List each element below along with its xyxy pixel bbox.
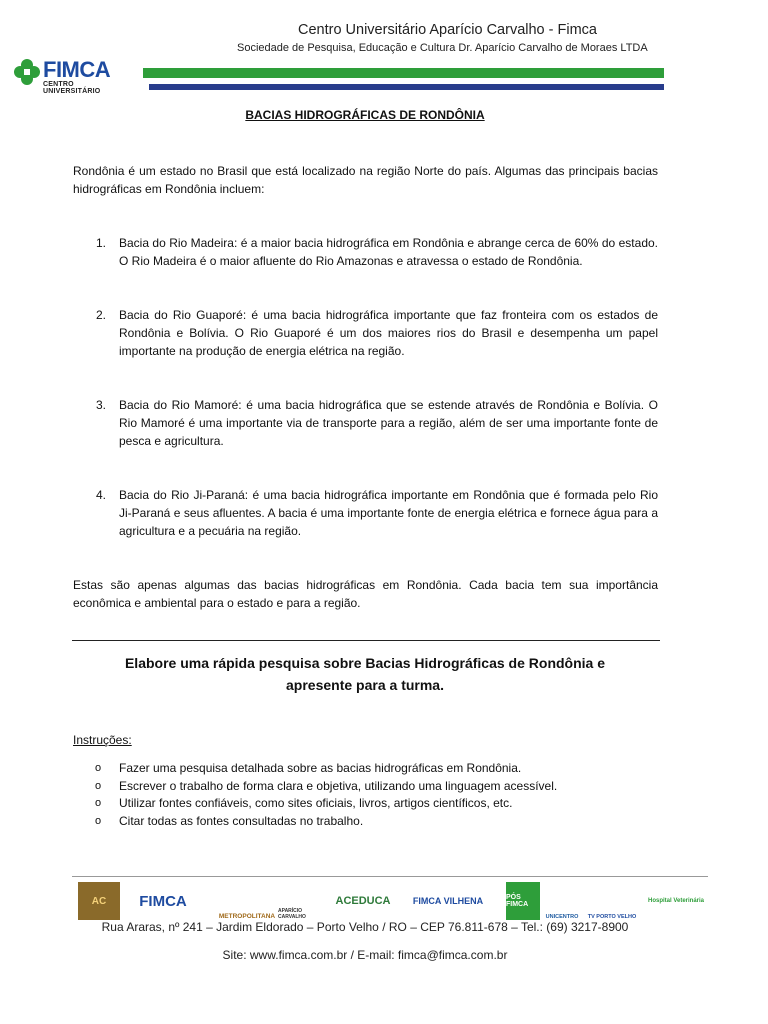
bullet-mark: o: [95, 814, 102, 827]
task-heading-line: Elabore uma rápida pesquisa sobre Bacias Hidrográficas de Rondônia e: [124, 655, 606, 671]
partner-logo: TV PORTO VELHO: [587, 914, 637, 920]
footer-divider: [72, 876, 708, 877]
footer-site: Site: www.fimca.com.br / E-mail: fimca@fimca.com.br: [222, 948, 508, 962]
list-item-text: Bacia do Rio Mamoré: é uma bacia hidrográfica que se estende através de Rondônia e Bolívia. O Rio Mamoré é uma importante via de transporte para a região, além de ser uma importante fonte de pesca e agricultura.: [119, 398, 658, 448]
footer-address: Rua Araras, nº 241 – Jardim Eldorado – Porto Velho / RO – CEP 76.811-678 – Tel.: (69) 3217-8900: [101, 920, 629, 934]
list-item: [73, 813, 673, 831]
list-item: [73, 234, 658, 270]
partner-logo: PÓS FIMCA: [506, 882, 540, 920]
list-item-number: 2.: [96, 308, 107, 322]
instructions-list: [73, 760, 673, 830]
partner-logo: FIMCA: [139, 892, 187, 910]
fimca-logo: [12, 57, 127, 95]
bullet-mark: o: [95, 779, 102, 792]
intro-paragraph: Rondônia é um estado no Brasil que está localizado na região Norte do país. Algumas das principais bacias hidrográficas em Rondônia incluem:: [73, 164, 658, 196]
instructions-label: Instruções:: [73, 733, 132, 747]
logo-text: FIMCA: [43, 57, 111, 82]
list-item-number: 3.: [96, 398, 107, 412]
partner-logo: ACEDUCA: [335, 895, 391, 907]
list-item: [73, 396, 658, 450]
list-item-number: 1.: [96, 236, 107, 250]
instruction-text: Fazer uma pesquisa detalhada sobre as bacias hidrográficas em Rondônia.: [119, 761, 522, 775]
logo-subtext: CENTRO UNIVERSITÁRIO: [43, 81, 101, 95]
institution-title: Centro Universitário Aparício Carvalho - Fimca: [298, 22, 597, 38]
instruction-text: Utilizar fontes confiáveis, como sites oficiais, livros, artigos científicos, etc.: [119, 796, 513, 810]
letterhead: [0, 0, 768, 100]
bullet-mark: o: [95, 762, 102, 774]
list-item-text: Bacia do Rio Guaporé: é uma bacia hidrográfica importante que faz fronteira com os estados de Rondônia e Bolívia. O Rio Guaporé é um dos maiores rios do Brasil e desempenha um papel importante na produção de energia elétrica na região.: [119, 308, 658, 358]
ac-logo-icon: AC: [78, 882, 120, 920]
list-item-text: Bacia do Rio Ji-Paraná: é uma bacia hidrográfica importante em Rondônia que é formada pelo Rio Ji-Paraná e seus afluentes. A bacia é uma importante fonte de energia elétrica e fornece água para a agricultura e a pecuária na região.: [119, 488, 658, 538]
institution-subtitle: Sociedade de Pesquisa, Educação e Cultura Dr. Aparício Carvalho de Moraes LTDA: [237, 42, 648, 54]
partner-logo: METROPOLITANA: [218, 913, 276, 920]
list-item: [73, 778, 673, 796]
instruction-text: Citar todas as fontes consultadas no trabalho.: [119, 813, 364, 828]
header-blue-bar: [149, 84, 664, 90]
list-item: [73, 306, 658, 360]
list-item-text: Bacia do Rio Madeira: é a maior bacia hidrográfica em Rondônia e abrange cerca de 60% do estado. O Rio Madeira é o maior afluente do Rio Amazonas e atravessa o estado de Rondônia.: [119, 236, 658, 268]
partner-logos: [76, 880, 708, 922]
partner-logo: UNICENTRO: [545, 914, 579, 920]
closing-paragraph: Estas são apenas algumas das bacias hidrográficas em Rondônia. Cada bacia tem sua importância econômica e ambiental para o estado e para a região.: [73, 578, 658, 610]
clover-logo-icon: [12, 57, 42, 87]
list-item: [73, 760, 673, 778]
list-item: [73, 486, 658, 540]
partner-logo: FIMCA VILHENA: [412, 896, 484, 906]
header-green-bar: [143, 68, 664, 78]
bullet-mark: o: [95, 797, 102, 809]
task-heading-line: apresente para a turma.: [286, 677, 444, 693]
task-heading: [0, 652, 730, 696]
document-title: BACIAS HIDROGRÁFICAS DE RONDÔNIA: [245, 108, 485, 122]
list-item: [73, 795, 673, 813]
instruction-text: Escrever o trabalho de forma clara e objetiva, utilizando uma linguagem acessível.: [119, 778, 558, 793]
partner-logo: Hospital Veterinária: [647, 898, 705, 904]
list-item-number: 4.: [96, 488, 107, 502]
partner-logo: APARÍCIO CARVALHO: [278, 908, 306, 920]
section-divider: [72, 640, 660, 641]
